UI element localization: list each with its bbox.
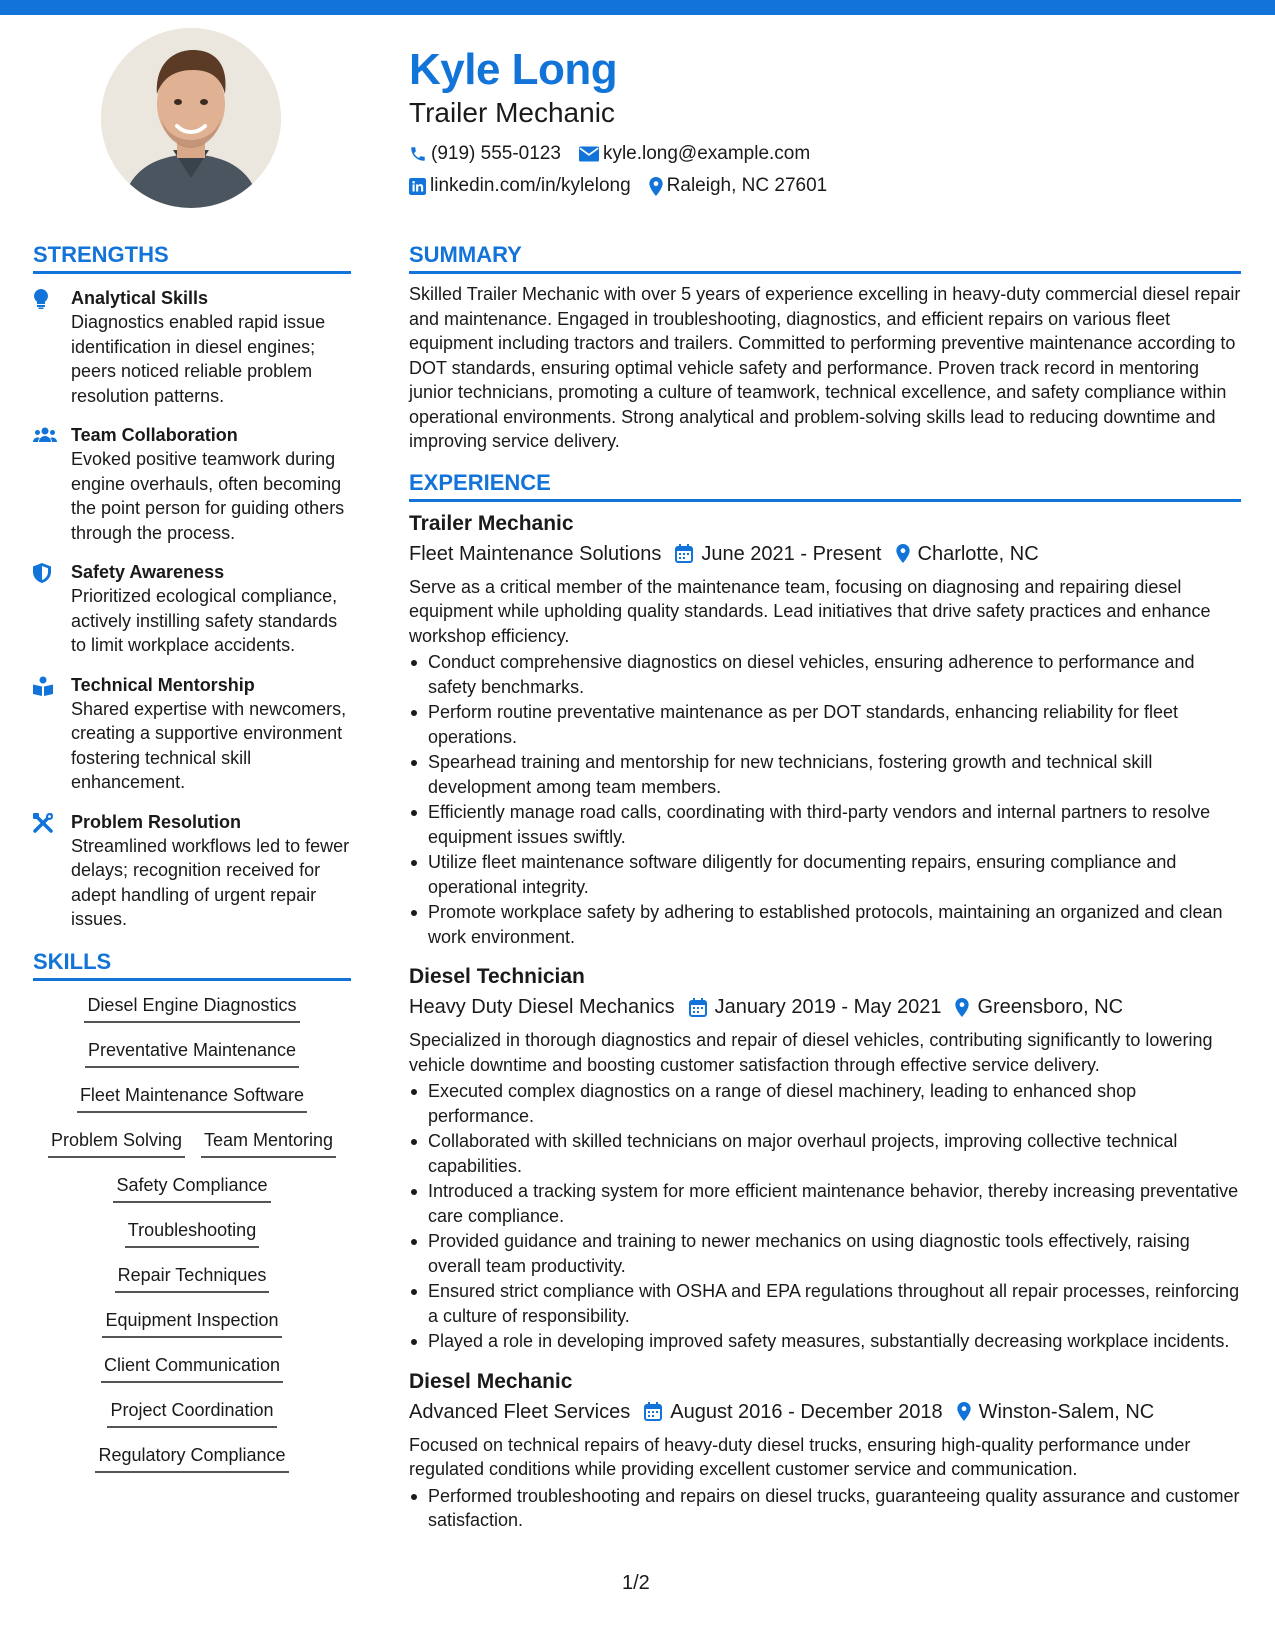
phone-contact [409, 143, 561, 165]
lightbulb-icon [33, 289, 49, 309]
calendar-icon [689, 998, 707, 1017]
strength-item [33, 286, 351, 408]
list-item: Collaborated with skilled technicians on major overhaul projects, improving collective technical capabilities. [409, 1129, 1241, 1178]
job-description: Focused on technical repairs of heavy-duty diesel trucks, ensuring high-quality performance under regulated conditions while providing excellent customer service and communication. [409, 1434, 1191, 1479]
job-dates: January 2019 - May 2021 [714, 996, 942, 1018]
strength-title: Safety Awareness [71, 562, 225, 582]
list-item: Perform routine preventative maintenance as per DOT standards, enhancing reliability for fleet operations. [409, 700, 1241, 749]
job-title: Diesel Mechanic [409, 1369, 573, 1393]
job-title: Trailer Mechanic [409, 511, 574, 535]
strength-description: Shared expertise with newcomers, creating a supportive environment fostering technical skill enhancement. [71, 698, 347, 792]
resume-header [409, 44, 1249, 202]
list-item: Promote workplace safety by adhering to established protocols, maintaining an organized and clean work environment. [409, 900, 1241, 949]
list-item: Played a role in developing improved safety measures, substantially decreasing workplace incidents. [409, 1329, 1241, 1354]
strength-item [33, 560, 351, 658]
skill-tag: Regulatory Compliance [95, 1439, 288, 1473]
skill-tag: Repair Techniques [115, 1259, 270, 1293]
job-meta [409, 539, 1241, 569]
summary-heading: SUMMARY [409, 240, 1241, 274]
envelope-icon [579, 146, 599, 162]
location-contact [649, 175, 828, 197]
job-dates: August 2016 - December 2018 [670, 1400, 943, 1423]
list-item: Ensured strict compliance with OSHA and EPA regulations throughout all repair processes, reinforcing a culture of responsibility. [409, 1279, 1241, 1328]
top-accent-bar [0, 0, 1275, 15]
strength-description: Prioritized ecological compliance, actively instilling safety standards to limit workplace accidents. [71, 586, 338, 655]
strength-title: Problem Resolution [71, 811, 242, 832]
job-description: Serve as a critical member of the maintenance team, focusing on diagnosing and repairing diesel equipment while upholding quality standards. Lead initiatives that drive safety practices and enhance workshop efficiency. [409, 576, 1211, 646]
company-name: Heavy Duty Diesel Mechanics [409, 996, 675, 1018]
email-address[interactable]: kyle.long@example.com [602, 143, 811, 164]
calendar-icon [675, 544, 693, 563]
candidate-name: Kyle Long [409, 45, 618, 94]
strength-description: Streamlined workflows led to fewer delays; recognition received for adept handling of urgent repair issues. [71, 835, 350, 929]
strength-item [33, 673, 351, 795]
company-name: Fleet Maintenance Solutions [409, 542, 662, 565]
linkedin-url[interactable]: linkedin.com/in/kylelong [430, 175, 631, 196]
strength-item [33, 423, 351, 545]
strengths-list [33, 286, 351, 932]
experience-heading: EXPERIENCE [409, 468, 1241, 502]
job-bullets [409, 1079, 1241, 1354]
job-meta [409, 1397, 1241, 1427]
left-column [33, 240, 351, 1484]
list-item: Conduct comprehensive diagnostics on diesel vehicles, ensuring adherence to performance and safety benchmarks. [409, 650, 1241, 699]
strength-title: Analytical Skills [71, 288, 209, 308]
job-bullets [409, 650, 1241, 949]
linkedin-icon [409, 178, 426, 195]
skill-tag: Diesel Engine Diagnostics [84, 989, 299, 1023]
list-item: Efficiently manage road calls, coordinating with third-party vendors and internal partners to resolve equipment issues swiftly. [409, 800, 1241, 849]
mentor-icon [33, 676, 53, 696]
phone-number: (919) 555-0123 [431, 143, 561, 164]
job-entry [409, 963, 1241, 1354]
list-item: Introduced a tracking system for more efficient maintenance behavior, thereby increasing preventative care compliance. [409, 1179, 1241, 1228]
job-title: Diesel Technician [409, 965, 585, 988]
strengths-heading: STRENGTHS [33, 240, 351, 274]
skill-tag: Preventative Maintenance [85, 1034, 299, 1068]
list-item: Provided guidance and training to newer mechanics on using diagnostic tools effectively, raising overall team productivity. [409, 1229, 1241, 1278]
list-item: Executed complex diagnostics on a range of diesel machinery, leading to enhanced shop performance. [409, 1079, 1241, 1128]
map-pin-icon [955, 998, 969, 1017]
job-entry [409, 510, 1241, 950]
linkedin-contact[interactable] [409, 175, 631, 197]
job-entry [409, 1368, 1241, 1533]
strength-description: Evoked positive teamwork during engine overhauls, often becoming the point person for guiding others through the process. [71, 449, 345, 543]
skill-tag: Problem Solving [48, 1124, 185, 1158]
skill-tag: Fleet Maintenance Software [77, 1079, 307, 1113]
list-item: Performed troubleshooting and repairs on diesel trucks, guaranteeing quality assurance and customer satisfaction. [409, 1484, 1241, 1533]
skills-list [33, 989, 351, 1484]
strength-title: Team Collaboration [71, 425, 238, 445]
skill-tag: Safety Compliance [113, 1169, 270, 1203]
calendar-icon [644, 1402, 662, 1421]
summary-text: Skilled Trailer Mechanic with over 5 years of experience excelling in heavy-duty commercial diesel repair and maintenance. Engaged in troubleshooting, diagnostics, and efficient repairs on various fleet equipment including tractors and trailers. Committed to performing preventive maintenance according to DOT standards, ensuring optimal vehicle safety and performance. Proven track record in mentoring junior technicians, promoting a culture of teamwork, technical excellence, and safety compliance within operational environments. Strong analytical and problem-solving skills lead to reducing downtime and improving service delivery. [409, 284, 1241, 451]
page-number: 1/2 [622, 1572, 650, 1594]
job-location: Greensboro, NC [977, 996, 1124, 1018]
map-pin-icon [649, 177, 663, 196]
job-location: Charlotte, NC [917, 542, 1039, 565]
shield-icon [33, 563, 51, 583]
profile-photo [101, 28, 281, 208]
skill-tag: Project Coordination [107, 1394, 276, 1428]
tools-icon [33, 813, 53, 833]
map-pin-icon [896, 544, 910, 563]
users-icon [33, 426, 57, 444]
map-pin-icon [957, 1402, 971, 1421]
job-location: Winston-Salem, NC [978, 1400, 1155, 1423]
list-item: Utilize fleet maintenance software diligently for documenting repairs, ensuring compliance and operational integrity. [409, 850, 1241, 899]
skills-heading: SKILLS [33, 947, 351, 981]
strength-item [33, 810, 351, 932]
right-column [409, 240, 1241, 1534]
strength-description: Diagnostics enabled rapid issue identification in diesel engines; peers noticed reliable problem resolution patterns. [71, 312, 326, 406]
list-item: Spearhead training and mentorship for new technicians, fostering growth and technical skill development among team members. [409, 750, 1241, 799]
skill-tag: Troubleshooting [125, 1214, 259, 1248]
contact-info [409, 138, 1249, 202]
job-dates: June 2021 - Present [701, 542, 882, 565]
candidate-title: Trailer Mechanic [409, 97, 615, 128]
company-name: Advanced Fleet Services [409, 1400, 631, 1423]
phone-icon [409, 145, 427, 163]
skill-tag: Equipment Inspection [102, 1304, 281, 1338]
skill-tag: Client Communication [101, 1349, 283, 1383]
job-bullets [409, 1484, 1241, 1533]
strength-title: Technical Mentorship [71, 674, 255, 695]
email-contact[interactable] [579, 143, 810, 165]
job-description: Specialized in thorough diagnostics and repair of diesel vehicles, contributing significantly to lowering vehicle downtime and boosting customer satisfaction through effective service delivery. [409, 1030, 1213, 1075]
job-meta [409, 992, 1241, 1022]
location-text: Raleigh, NC 27601 [666, 175, 828, 196]
skill-tag: Team Mentoring [201, 1124, 336, 1158]
